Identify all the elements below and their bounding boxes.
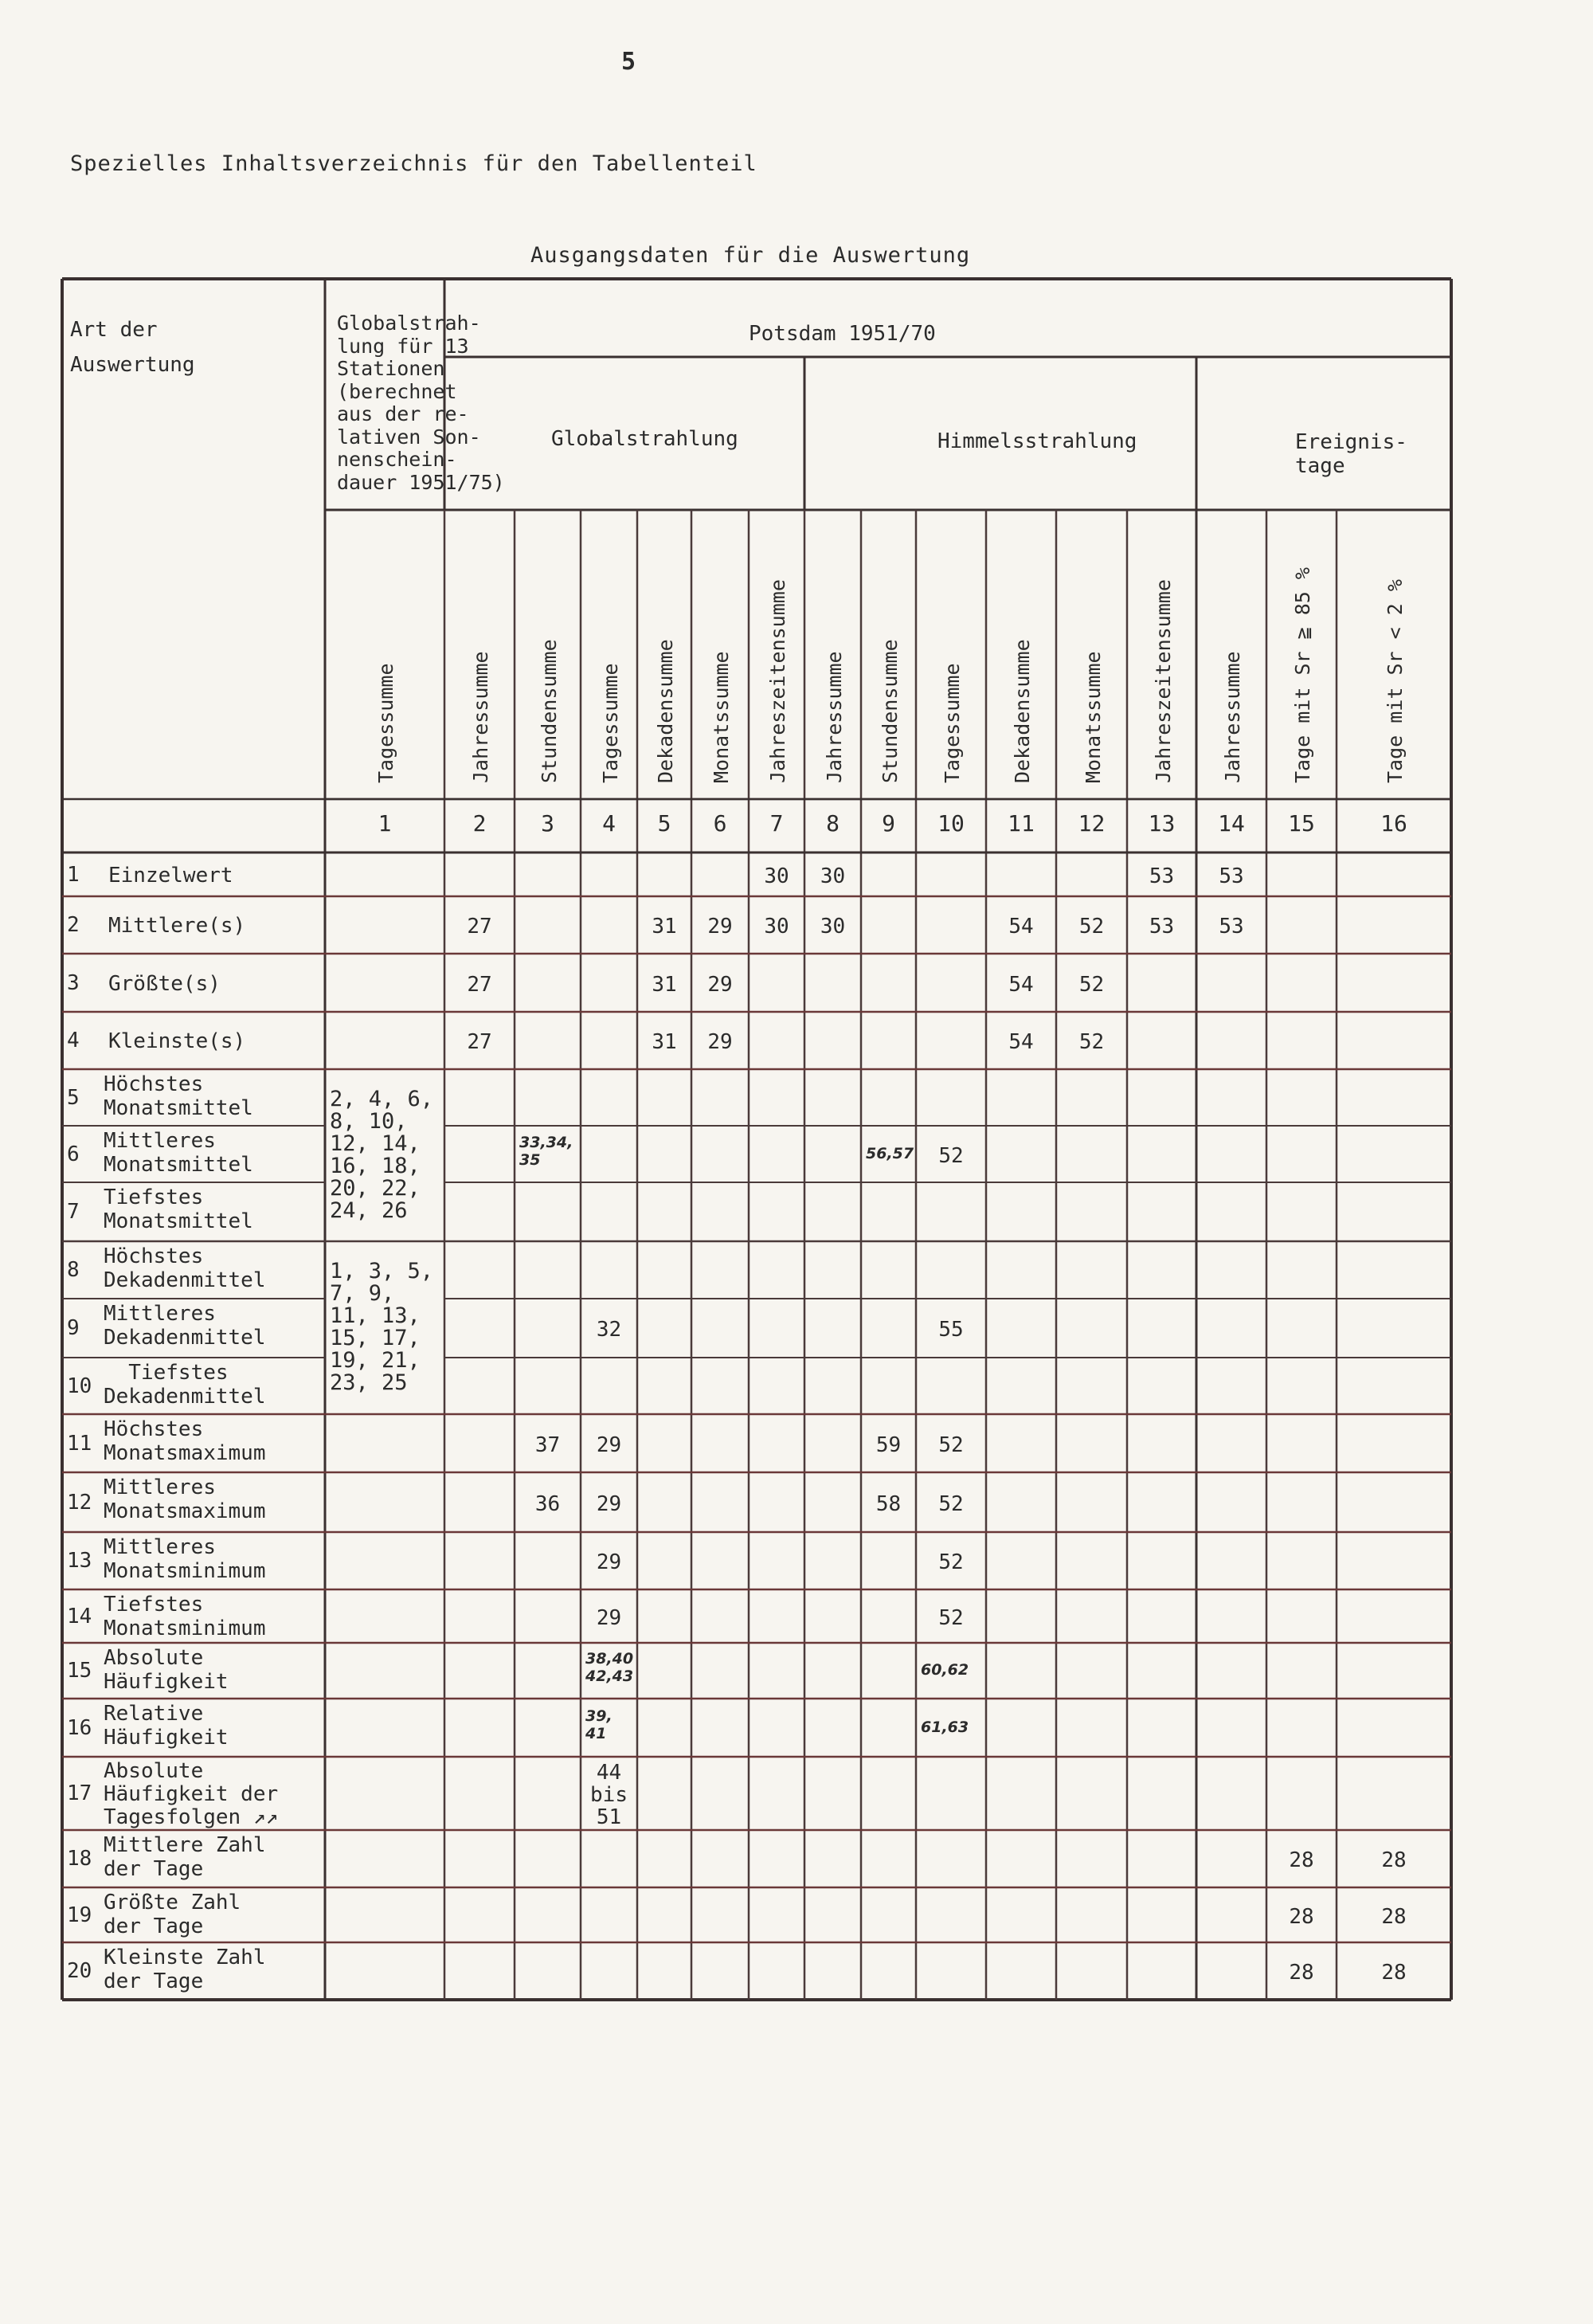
column-header-11: Dekadensumme xyxy=(1011,639,1034,783)
row-number-2: 2 xyxy=(67,913,80,937)
cell-r19-c15: 28 xyxy=(1289,1904,1314,1929)
row-number-6: 6 xyxy=(67,1142,80,1166)
cell-r15-c10: 60,62 xyxy=(921,1661,969,1679)
row-label-18: Mittlere Zahl der Tage xyxy=(104,1833,266,1881)
cell-r9-c4: 32 xyxy=(596,1318,622,1342)
cell-r1-c13: 53 xyxy=(1149,864,1175,888)
row-label-7: Tiefstes Monatsmittel xyxy=(104,1186,253,1233)
column-number-6: 6 xyxy=(713,810,727,837)
column-number-11: 11 xyxy=(1008,810,1035,837)
cell-r3-c5: 31 xyxy=(652,972,677,997)
row-number-10: 10 xyxy=(67,1374,92,1398)
row-label-12: Mittleres Monatsmaximum xyxy=(104,1476,266,1523)
header-potsdam: Potsdam 1951/70 xyxy=(749,322,936,346)
column-number-16: 16 xyxy=(1380,810,1407,837)
cell-r19-c16: 28 xyxy=(1381,1904,1407,1929)
row-label-16: Relative Häufigkeit xyxy=(104,1702,229,1750)
column-number-1: 1 xyxy=(378,810,392,837)
cell-r2-c2: 27 xyxy=(467,915,492,939)
row-label-19: Größte Zahl der Tage xyxy=(104,1891,241,1938)
row-number-7: 7 xyxy=(67,1200,80,1224)
cell-r11-c4: 29 xyxy=(596,1432,622,1457)
cell-r4-c6: 29 xyxy=(707,1030,733,1054)
dekadenmittel-page-refs: 1, 3, 5, 7, 9, 11, 13, 15, 17, 19, 21, 23, 25 xyxy=(330,1259,434,1395)
cell-r4-c5: 31 xyxy=(652,1030,677,1054)
column-header-12: Monatssumme xyxy=(1081,651,1105,783)
cell-r2-c14: 53 xyxy=(1219,915,1244,939)
column-number-3: 3 xyxy=(541,810,554,837)
row-label-10: Tiefstes Dekadenmittel xyxy=(104,1361,266,1409)
row-label-15: Absolute Häufigkeit xyxy=(104,1646,229,1694)
row-number-18: 18 xyxy=(67,1847,92,1871)
row-label-14: Tiefstes Monatsminimum xyxy=(104,1593,266,1640)
cell-r2-c11: 54 xyxy=(1008,915,1034,939)
cell-r16-c10: 61,63 xyxy=(921,1718,969,1736)
column-number-14: 14 xyxy=(1218,810,1245,837)
column-number-15: 15 xyxy=(1288,810,1315,837)
cell-r1-c7: 30 xyxy=(764,864,789,888)
row-label-17: Absolute Häufigkeit der Tagesfolgen ↗↗ xyxy=(104,1759,279,1829)
header-globalstrahlung-13-stationen: Globalstrah- lung für 13 Stationen (berechnet aus der re- lativen Son- nenschein- dauer 1951/75) xyxy=(337,312,505,494)
column-header-4: Tagessumme xyxy=(598,663,622,783)
monatsmittel-page-refs: 2, 4, 6, 8, 10, 12, 14, 16, 18, 20, 22, 24, 26 xyxy=(330,1087,434,1223)
column-header-9: Stundensumme xyxy=(878,639,902,783)
row-label-1: Einzelwert xyxy=(108,863,233,888)
cell-r3-c6: 29 xyxy=(707,972,733,997)
column-header-8: Jahressumme xyxy=(822,651,846,783)
cell-r6-c9: 56,57 xyxy=(866,1144,914,1162)
cell-r4-c12: 52 xyxy=(1078,1030,1105,1054)
row-number-16: 16 xyxy=(67,1715,92,1740)
row-number-17: 17 xyxy=(67,1781,92,1805)
cell-r12-c4: 29 xyxy=(596,1491,622,1516)
row-number-19: 19 xyxy=(67,1903,92,1927)
cell-r2-c7: 30 xyxy=(764,915,789,939)
cell-r9-c10: 55 xyxy=(938,1318,964,1342)
row-number-4: 4 xyxy=(67,1029,80,1052)
column-number-7: 7 xyxy=(769,810,784,837)
column-number-10: 10 xyxy=(937,810,965,837)
row-label-20: Kleinste Zahl der Tage xyxy=(104,1946,266,1993)
row-number-15: 15 xyxy=(67,1659,92,1683)
page-heading: Spezielles Inhaltsverzeichnis für den Tabellenteil xyxy=(70,151,757,176)
column-header-14: Jahressumme xyxy=(1221,651,1244,783)
cell-r14-c4: 29 xyxy=(596,1605,622,1630)
header-himmelsstrahlung: Himmelsstrahlung xyxy=(937,429,1137,453)
row-label-9: Mittleres Dekadenmittel xyxy=(104,1302,266,1350)
cell-r14-c10: 52 xyxy=(938,1605,964,1630)
cell-r20-c15: 28 xyxy=(1289,1961,1314,1985)
cell-r11-c9: 59 xyxy=(875,1432,902,1457)
column-number-9: 9 xyxy=(882,810,895,837)
cell-r2-c12: 52 xyxy=(1078,915,1105,939)
header-ereignistage: Ereignis- tage xyxy=(1295,430,1407,478)
cell-r12-c10: 52 xyxy=(938,1491,964,1516)
cell-r4-c2: 27 xyxy=(467,1030,492,1054)
cell-r2-c5: 31 xyxy=(652,915,677,939)
cell-r3-c12: 52 xyxy=(1078,972,1105,997)
cell-r4-c11: 54 xyxy=(1008,1030,1034,1054)
cell-r1-c14: 53 xyxy=(1219,864,1244,888)
cell-r3-c2: 27 xyxy=(467,972,492,997)
cell-r12-c9: 58 xyxy=(875,1491,902,1516)
cell-r11-c10: 52 xyxy=(938,1432,964,1457)
cell-r16-c4: 39, 41 xyxy=(585,1707,613,1742)
row-number-14: 14 xyxy=(67,1604,92,1628)
header-art-der-auswertung: Art der Auswertung xyxy=(70,318,195,377)
row-number-9: 9 xyxy=(67,1316,80,1340)
column-number-8: 8 xyxy=(826,810,840,837)
cell-r15-c4: 38,40 42,43 xyxy=(585,1650,634,1685)
column-header-15: Tage mit Sr ≧ 85 % xyxy=(1291,567,1314,783)
cell-r18-c16: 28 xyxy=(1381,1848,1407,1872)
column-number-4: 4 xyxy=(602,810,616,837)
page-number: 5 xyxy=(621,48,636,76)
row-label-13: Mittleres Monatsminimum xyxy=(104,1535,266,1583)
cell-r6-c10: 52 xyxy=(938,1143,964,1168)
row-label-5: Höchstes Monatsmittel xyxy=(104,1072,253,1120)
row-number-3: 3 xyxy=(67,970,80,995)
column-number-5: 5 xyxy=(657,810,671,837)
cell-r18-c15: 28 xyxy=(1289,1848,1314,1872)
row-number-11: 11 xyxy=(67,1431,92,1456)
row-number-8: 8 xyxy=(67,1258,80,1282)
header-globalstrahlung: Globalstrahlung xyxy=(551,427,738,451)
row-number-5: 5 xyxy=(67,1085,80,1110)
row-number-12: 12 xyxy=(67,1490,92,1515)
cell-r13-c10: 52 xyxy=(938,1550,964,1574)
row-label-8: Höchstes Dekadenmittel xyxy=(104,1244,266,1292)
column-header-7: Jahreszeitensumme xyxy=(766,579,789,783)
cell-r2-c8: 30 xyxy=(820,915,846,939)
row-label-11: Höchstes Monatsmaximum xyxy=(104,1417,266,1465)
column-number-12: 12 xyxy=(1078,810,1106,837)
column-header-16: Tage mit Sr < 2 % xyxy=(1384,579,1407,783)
row-number-20: 20 xyxy=(67,1959,92,1983)
cell-r13-c4: 29 xyxy=(596,1550,622,1574)
row-label-3: Größte(s) xyxy=(108,971,221,996)
cell-r11-c3: 37 xyxy=(534,1432,561,1457)
column-header-6: Monatssumme xyxy=(710,651,733,783)
row-number-1: 1 xyxy=(67,862,80,887)
cell-r17-c4: 44 bis 51 xyxy=(590,1761,628,1829)
cell-r20-c16: 28 xyxy=(1381,1961,1407,1985)
row-label-2: Mittlere(s) xyxy=(108,914,246,938)
column-header-3: Stundensumme xyxy=(537,639,561,783)
table-caption: Ausgangsdaten für die Auswertung xyxy=(530,243,971,268)
column-number-13: 13 xyxy=(1148,810,1176,837)
column-header-1: Tagessumme xyxy=(374,663,397,783)
row-label-6: Mittleres Monatsmittel xyxy=(104,1129,253,1177)
row-label-4: Kleinste(s) xyxy=(108,1029,246,1053)
cell-r1-c8: 30 xyxy=(820,864,846,888)
column-header-5: Dekadensumme xyxy=(654,639,677,783)
cell-r2-c13: 53 xyxy=(1149,915,1175,939)
cell-r12-c3: 36 xyxy=(534,1491,561,1516)
column-header-13: Jahreszeitensumme xyxy=(1151,579,1175,783)
cell-r3-c11: 54 xyxy=(1008,972,1034,997)
column-number-2: 2 xyxy=(472,810,487,837)
cell-r2-c6: 29 xyxy=(707,915,733,939)
column-header-10: Tagessumme xyxy=(941,663,964,783)
column-header-2: Jahressumme xyxy=(469,651,492,783)
row-number-13: 13 xyxy=(67,1549,92,1573)
cell-r6-c3: 33,34, 35 xyxy=(519,1133,573,1169)
